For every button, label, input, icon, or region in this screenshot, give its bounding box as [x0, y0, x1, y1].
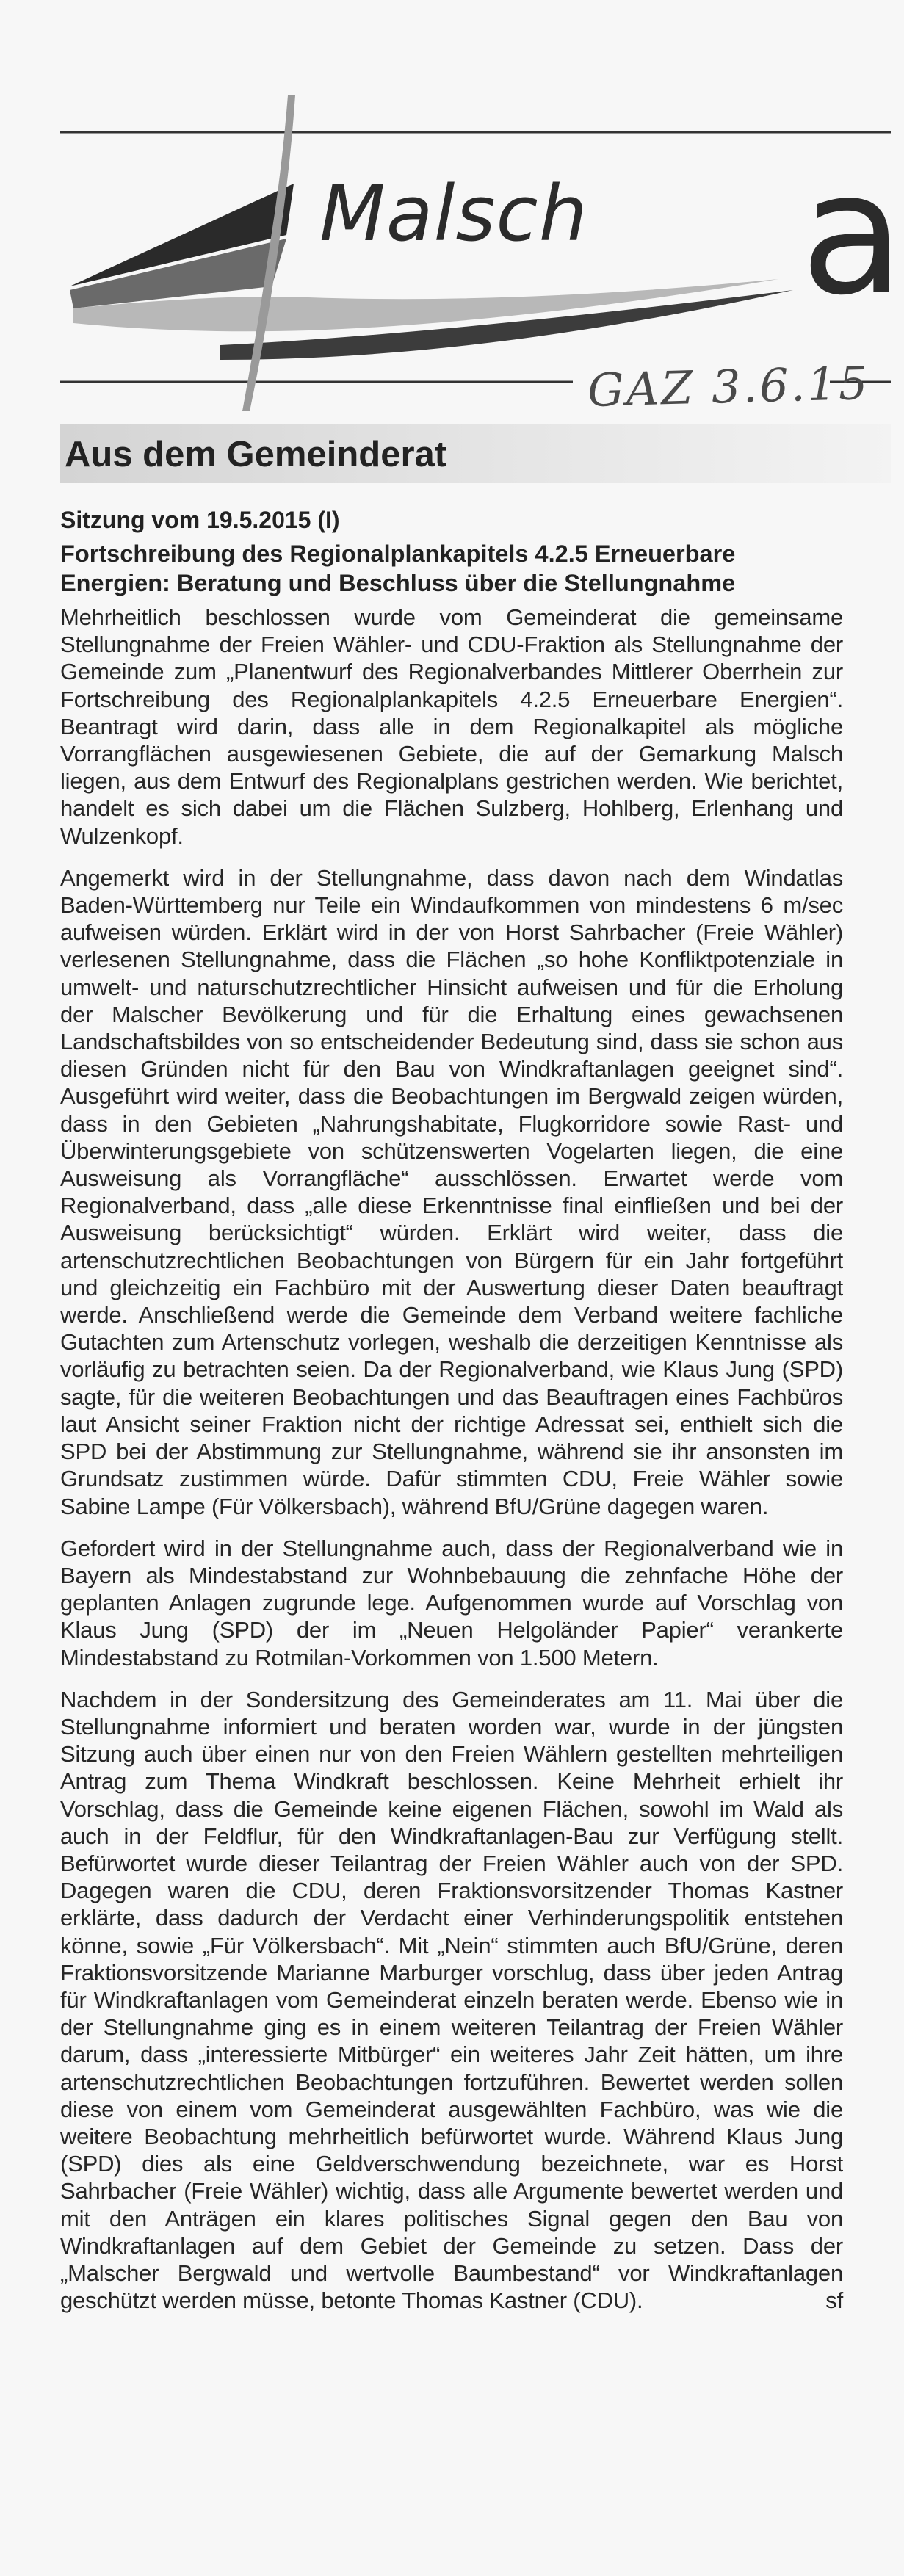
article-paragraph-3: Gefordert wird in der Stellungnahme auch, dass der Regionalverband wie in Bayern als Mindestabstand zur Wohnbebauung die zehnfache Höhe der geplanten Anlagen zugrunde lege. Aufgenommen wurde auf Vorschlag von Klaus Jung (SPD) der im „Neuen Helgoländer Papier“ verankerte Mindestabstand zu Rotmilan-Vorkommen von 1.500 Metern.: [60, 1535, 843, 1671]
handwritten-note: GAZ 3.6.15: [587, 355, 871, 418]
section-banner: [60, 424, 891, 483]
article-headline: Fortschreibung des Regionalplankapitels 4.2.5 Erneuerbare Energien: Beratung und Beschluss über die Stellungnahme: [60, 540, 736, 596]
article-paragraph-1: Mehrheitlich beschlossen wurde vom Gemeinderat die gemeinsame Stellungnahme der Freien Wähler- und CDU-Fraktion als Stellungnahme der Gemeinde zum „Planentwurf des Regionalverbandes Mittlerer Oberrhein zur Fortschreibung des Regionalplankapitels 4.2.5 Erneuerbare Energien“. Beantragt wird darin, dass alle in dem Regionalkapitel als mögliche Vorrangflächen ausgewiesenen Gebiete, die auf der Gemarkung Malsch liegen, aus dem Entwurf des Regionalplans gestrichen werden. Wie berichtet, handelt es sich dabei um die Flächen Sulzberg, Hohlberg, Erlenhang und Wulzenkopf.: [60, 604, 843, 849]
article-paragraph-2: Angemerkt wird in der Stellungnahme, dass davon nach dem Windatlas Baden-Württemberg nur Teile ein Windaufkommen von mindestens 6 m/sec aufweisen würden. Erklärt wird in der von Horst Sahrbacher (Freie Wähler) verlesenen Stellungnahme, dass die Flächen „so hohe Konfliktpotenziale in umwelt- und naturschutzrechtlicher Hinsicht aufweisen und für die Erholung der Malscher Bevölkerung und für die Erhaltung eines gewachsenen Landschaftsbildes von so entscheidender Bedeutung sind, dass sie schon aus diesen Gründen nicht für den Bau von Windkraftanlagen geeignet sind“. Ausgeführt wird weiter, dass die Beobachtungen im Bergwald zeigen würden, dass in den Gebieten „Nahrungshabitate, Flugkorridore sowie Rast- und Überwinterungsgebiete von schützenswerten Vogelarten liegen, die eine Ausweisung als Vorrangfläche“ ausschlössen. Erwartet werde vom Regionalverband, dass „alle diese Erkenntnisse final einfließen und bei der Ausweisung berücksichtigt“ würden. Erklärt wird weiter, dass die artenschutzrechtlichen Beobachtungen von Bürgern für ein Jahr fortgeführt und gleichzeitig ein Fachbüro mit der Auswertung dieser Daten beauftragt werde. Anschließend werde die Gemeinde dem Verband weitere fachliche Gutachten zum Artenschutz vorlegen, weshalb die derzeitigen Kenntnisse als vorläufig zu betrachten seien. Da der Regionalverband, wie Klaus Jung (SPD) sagte, für die weiteren Beobachtungen und das Beauftragen eines Fachbüros laut Ansicht seiner Fraktion nicht der richtige Adressat sei, enthielt sich die SPD bei der Abstimmung zur Stellungnahme, während sie ihr ansonsten im Grundsatz zustimmen würde. Dafür stimmten CDU, Freie Wähler sowie Sabine Lampe (Für Völkersbach), während BfU/Grüne dagegen waren.: [60, 864, 843, 1519]
article-paragraph-4: [60, 1686, 843, 2315]
article: [60, 505, 843, 2329]
author-initials: sf: [825, 2287, 843, 2314]
logo-wordmark: Malsch: [319, 169, 588, 258]
session-date: Sitzung vom 19.5.2015 (I): [60, 507, 340, 533]
article-paragraph-4-text: Nachdem in der Sondersitzung des Gemeinderates am 11. Mai über die Stellungnahme informiert und beraten worden war, wurde in der jüngsten Sitzung auch über einen nur von den Freien Wählern gestellten mehrteiligen Antrag zum Thema Windkraft beschlossen. Keine Mehrheit erhielt ihr Vorschlag, dass die Gemeinde keine eigenen Flächen, sowohl im Wald als auch in der Feldflur, für den Windkraftanlagen-Bau zur Verfügung stellt. Befürwortet wurde dieser Teilantrag der Freien Wähler auch von der SPD. Dagegen waren die CDU, deren Fraktionsvorsitzender Thomas Kastner erklärte, dass dadurch der Verdacht einer Verhinderungspolitik entstehen könne, sowie „Für Völkersbach“. Mit „Nein“ stimmten auch BfU/Grüne, deren Fraktionsvorsitzende Marianne Marburger vorschlug, dass über jeden Antrag für Windkraftanlagen vom Gemeinderat einzeln beraten werde. Ebenso wie in der Stellungnahme ging es in einem weiteren Teilantrag der Freien Wähler darum, dass „interessierte Mitbürger“ ein weiteres Jahr Zeit hätten, um ihre artenschutzrechtlichen Beobachtungen fortzuführen. Bewertet werden sollen diese von einem vom Gemeinderat ausgewählten Fachbüro, was wie die weitere Beobachtung mehrheitlich befürwortet wurde. Während Klaus Jung (SPD) dies als eine Geldverschwendung bezeichnete, war es Horst Sahrbacher (Freie Wähler) wichtig, dass alle Argumente bewertet werden und mit den Anträgen ein klares politisches Signal gegen den Bau von Windkraftanlagen auf dem Gebiet der Gemeinde zu setzen. Dass der „Malscher Bergwald und wertvolle Baumbestand“ vor Windkraftanlagen geschützt werden müsse, betonte Thomas Kastner (CDU).: [60, 1686, 843, 2314]
newspaper-header: [0, 0, 904, 418]
section-title: Aus dem Gemeinderat: [65, 435, 447, 474]
logo-partial-letter: a: [800, 137, 904, 333]
